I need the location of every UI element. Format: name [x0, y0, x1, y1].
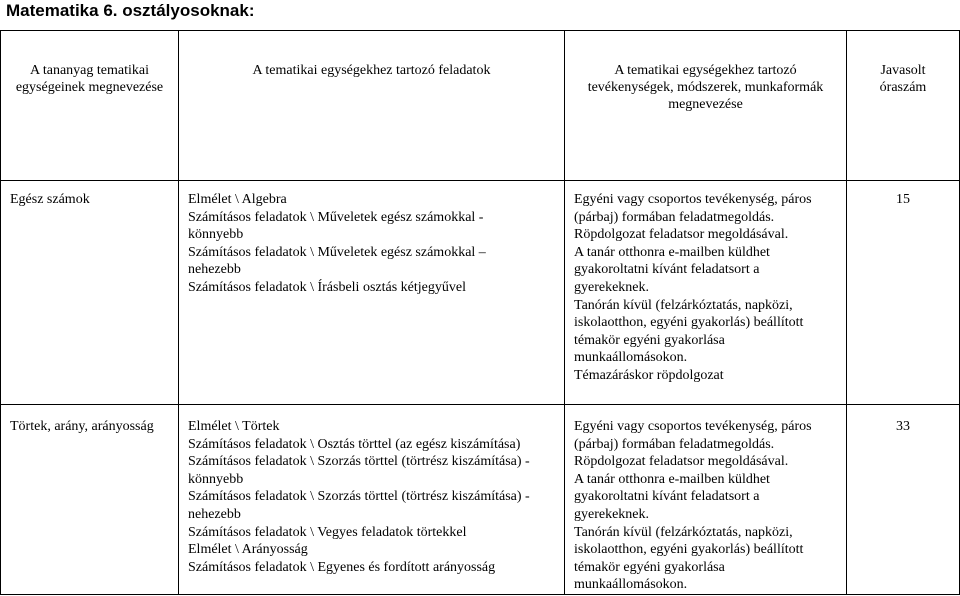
table-row [1, 181, 960, 405]
row-hours: 15 [847, 181, 960, 405]
curriculum-table [0, 30, 960, 595]
page-title: Matematika 6. osztályosoknak: [6, 1, 255, 20]
row-tasks: Elmélet \ Törtek Számításos feladatok \ Osztás törttel (az egész kiszámítása) Számításos feladatok \ Szorzás törttel (törtrész kiszámítása) - könnyebb Számításos feladatok \ Szorzás törttel (törtrész kiszámítása) - nehezebb Számításos feladatok \ Vegyes feladatok törtekkel Elmélet \ Arányosság Számításos feladatok \ Egyenes és fordított arányosság [179, 405, 565, 595]
row-topic: Törtek, arány, arányosság [1, 405, 179, 595]
header-hours: Javasolt óraszám [847, 31, 960, 181]
header-tasks: A tematikai egységekhez tartozó feladatok [179, 31, 565, 181]
row-methods: Egyéni vagy csoportos tevékenység, páros (párbaj) formában feladatmegoldás. Röpdolgozat feladatsor megoldásával. A tanár otthonra e-mailben küldhet gyakoroltatni kívánt feladatsort a gyerekeknek. Tanórán kívül (felzárkóztatás, napközi, iskolaotthon, egyéni gyakorlás) beállított témakör egyéni gyakorlása munkaállomásokon. Témazáráskor röpdolgozat [565, 181, 847, 405]
row-tasks: Elmélet \ Algebra Számításos feladatok \ Műveletek egész számokkal - könnyebb Számításos feladatok \ Műveletek egész számokkal – nehezebb Számításos feladatok \ Írásbeli osztás kétjegyűvel [179, 181, 565, 405]
table-row [1, 405, 960, 595]
header-methods: A tematikai egységekhez tartozó tevékenységek, módszerek, munkaformák megnevezése [565, 31, 847, 181]
table-header-row [1, 31, 960, 181]
row-hours: 33 [847, 405, 960, 595]
row-topic: Egész számok [1, 181, 179, 405]
header-topic: A tananyag tematikai egységeinek megnevezése [1, 31, 179, 181]
row-methods: Egyéni vagy csoportos tevékenység, páros (párbaj) formában feladatmegoldás. Röpdolgozat feladatsor megoldásával. A tanár otthonra e-mailben küldhet gyakoroltatni kívánt feladatsort a gyerekeknek. Tanórán kívül (felzárkóztatás, napközi, iskolaotthon, egyéni gyakorlás) beállított témakör egyéni gyakorlása munkaállomásokon. [565, 405, 847, 595]
